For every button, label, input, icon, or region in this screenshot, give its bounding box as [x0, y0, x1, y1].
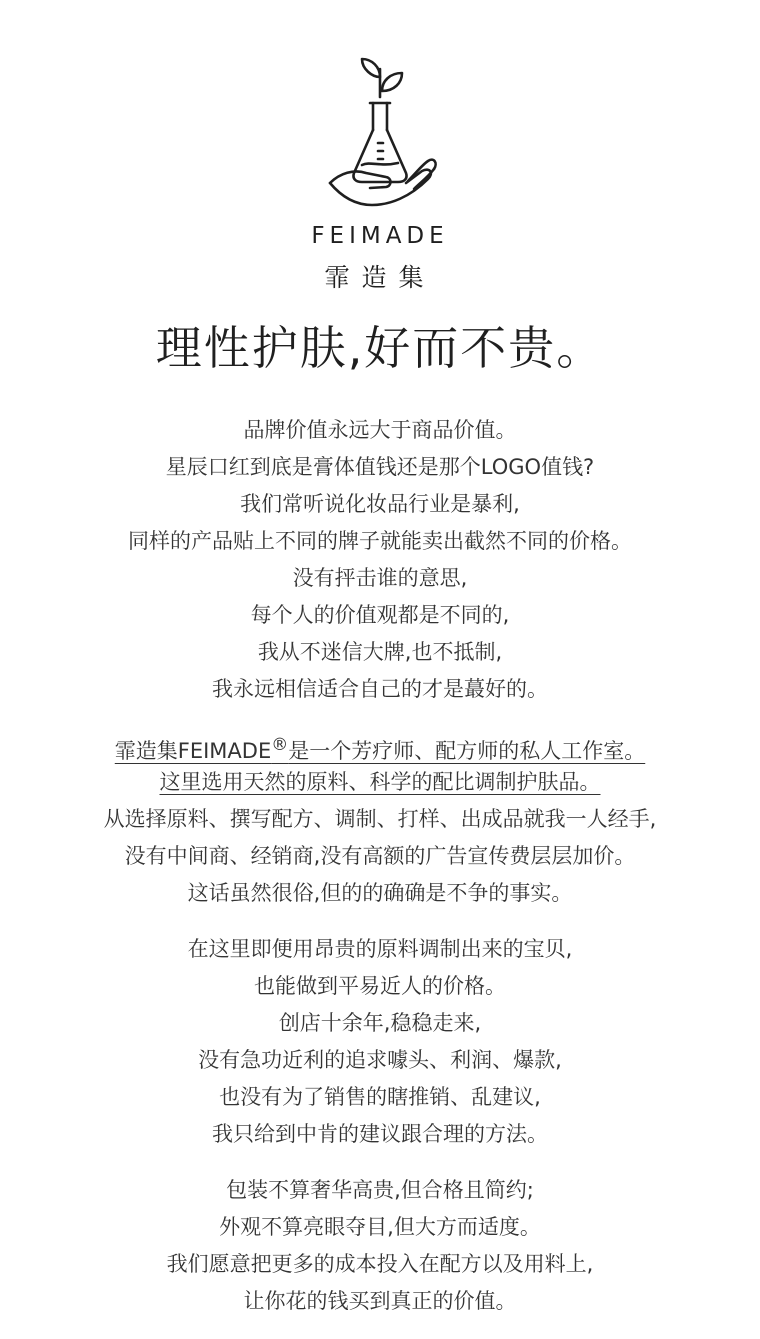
paragraph-brand-value: [0, 412, 760, 708]
slogan-heading: 理性护肤,好而不贵。: [155, 321, 605, 375]
text-line: 我从不迷信大牌,也不抵制,: [257, 640, 503, 664]
paragraph-packaging: [0, 1172, 760, 1320]
paragraph-pricing: [0, 931, 760, 1153]
brand-name-en: FEIMADE: [311, 223, 449, 249]
brand-logo: [0, 55, 760, 295]
studio-description: 是一个芳疗师、配方师的私人工作室。: [288, 739, 646, 763]
text-line: 每个人的价值观都是不同的,: [250, 603, 510, 627]
flask-in-hand-icon: [310, 55, 450, 220]
text-line: 品牌价值永远大于商品价值。: [243, 418, 517, 442]
text-line: 创店十余年,稳稳走来,: [278, 1011, 482, 1035]
text-line: 外观不算亮眼夺目,但大方而适度。: [219, 1215, 541, 1239]
text-line: 同样的产品贴上不同的牌子就能卖出截然不同的价格。: [128, 529, 632, 553]
text-line: 让你花的钱买到真正的价值。: [243, 1289, 517, 1313]
text-line: 这里选用天然的原料、科学的配比调制护肤品。: [159, 770, 601, 794]
text-line: 从选择原料、撰写配方、调制、打样、出成品就我一人经手,: [103, 807, 657, 831]
brand-name-cn: 霏造集: [324, 263, 436, 292]
text-line: 我们常听说化妆品行业是暴利,: [240, 492, 520, 516]
paragraph-studio-intro: [0, 727, 760, 912]
brand-story: [0, 412, 760, 1339]
text-line: 也没有为了销售的瞎推销、乱建议,: [219, 1085, 541, 1109]
text-line: 我只给到中肯的建议跟合理的方法。: [212, 1122, 548, 1146]
text-line: 包装不算奢华高贵,但合格且简约;: [226, 1178, 534, 1202]
text-line: 没有中间商、经销商,没有高额的广告宣传费层层加价。: [124, 844, 636, 868]
studio-intro-line: [0, 727, 760, 764]
text-line: 也能做到平易近人的价格。: [254, 974, 506, 998]
text-line: 我们愿意把更多的成本投入在配方以及用料上,: [166, 1252, 594, 1276]
text-line: 在这里即便用昂贵的原料调制出来的宝贝,: [187, 937, 573, 961]
text-line: 这话虽然很俗,但的的确确是不争的事实。: [187, 881, 573, 905]
text-line: 没有急功近利的追求噱头、利润、爆款,: [198, 1048, 562, 1072]
text-line: 没有抨击谁的意思,: [292, 566, 468, 590]
registered-mark: ®: [271, 735, 289, 755]
studio-name: 霏造集FEIMADE: [114, 739, 272, 763]
text-line: 我永远相信适合自己的才是蕞好的。: [212, 677, 548, 701]
text-line: 星辰口红到底是膏体值钱还是那个LOGO值钱?: [165, 455, 595, 479]
